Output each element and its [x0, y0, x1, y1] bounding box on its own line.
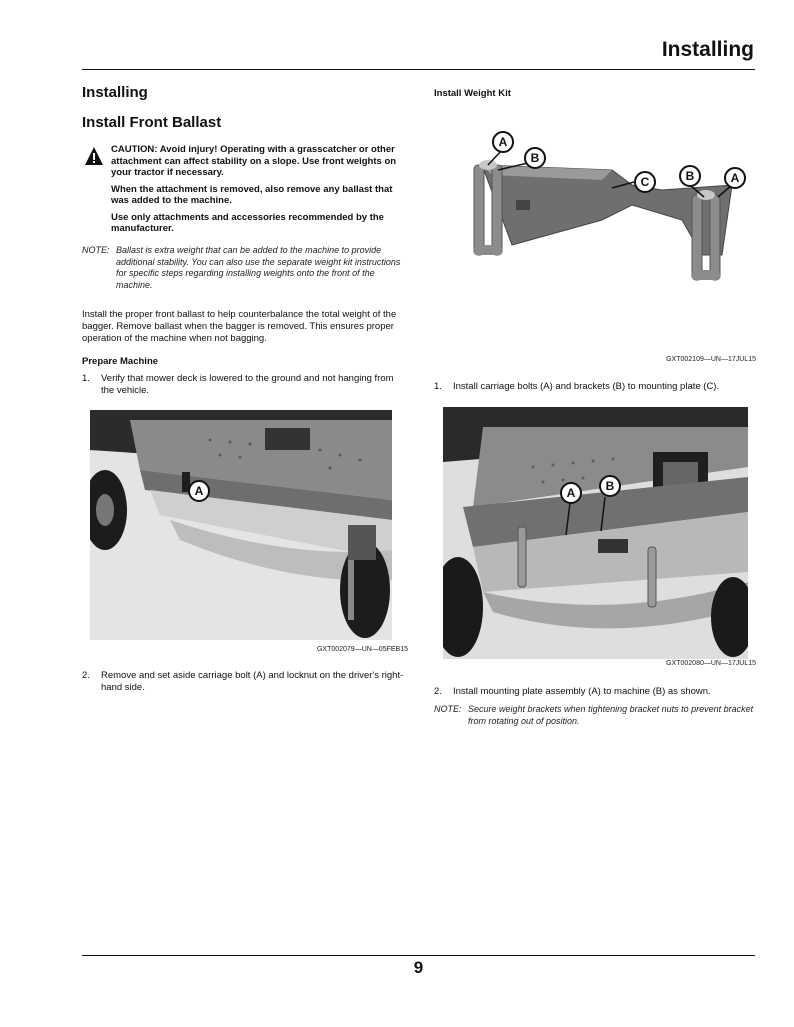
figure-1-reference: GXT002079—UN—05FEB15 — [316, 646, 408, 653]
mounting-plate-figure — [452, 125, 752, 300]
caution-text: When the attachment is removed, also remove any ballast that was added to the machine. — [111, 183, 393, 206]
bracket-note — [434, 704, 758, 727]
step-text: Install mounting plate assembly (A) to machine (B) as shown. — [453, 686, 711, 697]
header-rule — [82, 69, 755, 70]
plate-installed-photo — [443, 407, 748, 659]
step-2-left — [82, 670, 408, 694]
step-number: 1. — [434, 381, 442, 392]
note-label: NOTE: — [434, 704, 462, 714]
note-text: Ballast is extra weight that can be added to the machine to provide additional stability. You can also use the separate weight kit instructions for specific steps regarding installing weights onto the front of the machine. — [116, 245, 401, 290]
callout-a: A — [492, 131, 514, 153]
caution-text: Use only attachments and accessories recommended by the manufacturer. — [111, 211, 384, 234]
intro-paragraph: Install the proper front ballast to help counterbalance the total weight of the bagger. Remove ballast when the bagger is removed. This ensures proper operation of the machine when not bagging. — [82, 309, 397, 344]
note-text: Secure weight brackets when tightening bracket nuts to prevent bracket from rotating out of position. — [468, 704, 754, 726]
step-number: 2. — [82, 670, 90, 681]
prepare-machine-heading: Prepare Machine — [82, 356, 159, 367]
callout-c: C — [634, 171, 656, 193]
mower-deck-illustration — [90, 410, 392, 640]
callout-b: B — [599, 475, 621, 497]
figure-3-reference: GXT002080—UN—17JUL15 — [666, 660, 756, 667]
install-weight-kit-heading: Install Weight Kit — [434, 88, 511, 99]
caution-block — [111, 144, 411, 240]
footer-rule — [82, 955, 755, 956]
section-title: Installing — [82, 84, 148, 101]
step-text: Verify that mower deck is lowered to the ground and not hanging from the vehicle. — [101, 373, 394, 396]
step-2-right — [434, 686, 756, 698]
callout-b: B — [524, 147, 546, 169]
step-number: 1. — [82, 373, 90, 384]
step-1-left — [82, 373, 408, 397]
step-number: 2. — [434, 686, 442, 697]
caution-text: CAUTION: Avoid injury! Operating with a grasscatcher or other attachment can affect stability on a slope. Use front weights on your tractor if necessary. — [111, 144, 397, 178]
warning-triangle-icon — [84, 146, 104, 166]
ballast-note — [82, 245, 402, 291]
callout-a: A — [188, 480, 210, 502]
figure-2-reference: GXT002109—UN—17JUL15 — [666, 356, 756, 363]
callout-a: A — [560, 482, 582, 504]
step-1-right — [434, 381, 756, 393]
plate-installed-illustration — [443, 407, 748, 659]
mower-deck-photo — [90, 410, 392, 640]
callout-b: B — [679, 165, 701, 187]
page-title: Installing — [661, 38, 754, 61]
subsection-title: Install Front Ballast — [82, 114, 222, 131]
note-label: NOTE: — [82, 245, 110, 255]
callout-a: A — [724, 167, 746, 189]
step-text: Install carriage bolts (A) and brackets (B) to mounting plate (C). — [453, 381, 720, 392]
page-number: 9 — [413, 958, 424, 977]
step-text: Remove and set aside carriage bolt (A) and locknut on the driver's right-hand side. — [101, 670, 404, 693]
